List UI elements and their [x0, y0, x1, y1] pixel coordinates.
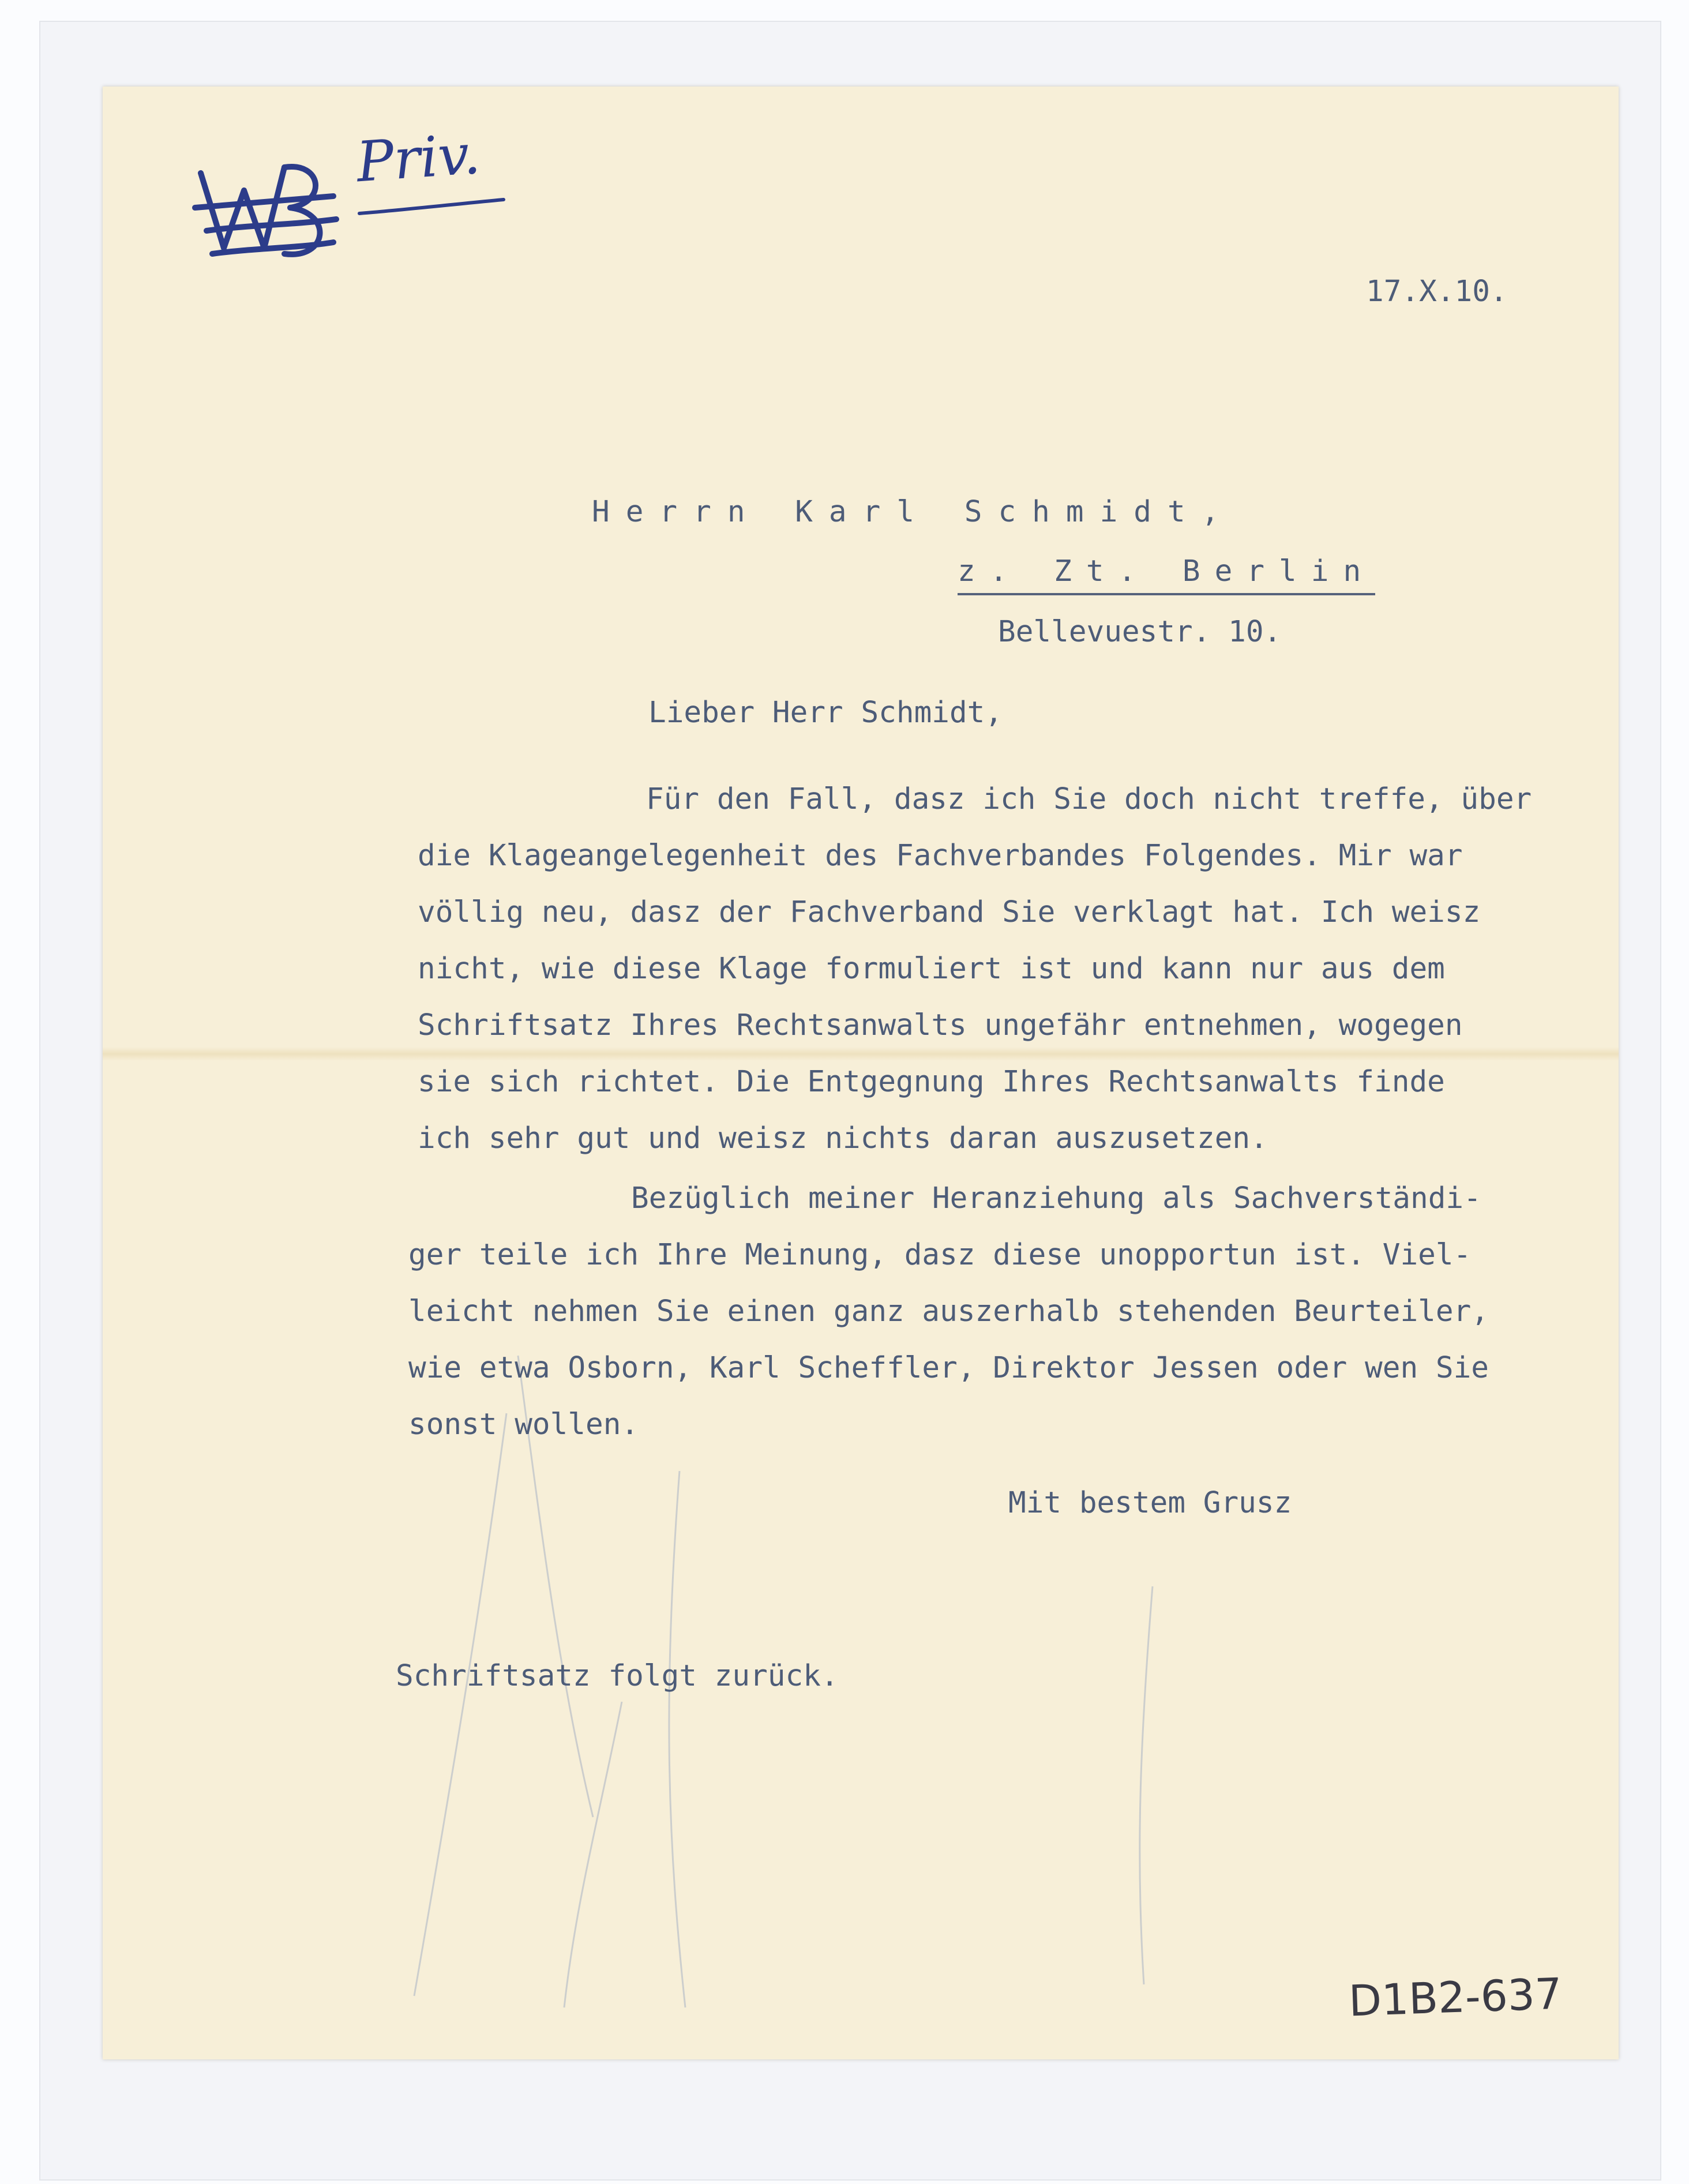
letter-date: 17.X.10. [1366, 275, 1508, 309]
body-line: völlig neu, dasz der Fachverband Sie verklagt hat. Ich weisz [418, 895, 1481, 929]
body-line: sonst wollen. [408, 1408, 639, 1442]
body-line: Schriftsatz Ihres Rechtsanwalts ungefähr entnehmen, wogegen [418, 1008, 1463, 1042]
body-line: Für den Fall, dasz ich Sie doch nicht treffe, über [646, 782, 1532, 816]
body-line: ger teile ich Ihre Meinung, dasz diese unopportun ist. Viel- [408, 1238, 1472, 1272]
body-line: die Klageangelegenheit des Fachverbandes Folgendes. Mir war [418, 839, 1463, 873]
body-line: leicht nehmen Sie einen ganz auszerhalb stehenden Beurteiler, [408, 1294, 1489, 1329]
crease-line [414, 1413, 506, 1996]
closing: Mit bestem Grusz [1008, 1486, 1292, 1520]
crease-line [564, 1702, 622, 2007]
recipient-city: z. Zt. Berlin [958, 557, 1375, 595]
salutation: Lieber Herr Schmidt, [648, 696, 1003, 730]
body-line: Bezüglich meiner Heranziehung als Sachverständi- [631, 1181, 1481, 1215]
handwritten-note-underline [356, 196, 506, 219]
archive-number: D1B2-637 [1348, 1969, 1563, 2027]
body-line: wie etwa Osborn, Karl Scheffler, Direktor Jessen oder wen Sie [408, 1351, 1489, 1385]
monogram-scribble [189, 138, 345, 271]
crease-line [669, 1471, 685, 2007]
body-line: sie sich richtet. Die Entgegnung Ihres Rechtsanwalts finde [418, 1065, 1445, 1099]
postscript: Schriftsatz folgt zurück. [396, 1659, 839, 1693]
letter-paper [103, 87, 1619, 2059]
body-line: ich sehr gut und weisz nichts daran auszusetzen. [418, 1121, 1268, 1155]
recipient-street: Bellevuestr. 10. [998, 615, 1282, 649]
handwritten-note: Priv. [354, 121, 483, 195]
body-line: nicht, wie diese Klage formuliert ist und kann nur aus dem [418, 952, 1445, 986]
crease-line [1140, 1586, 1153, 1984]
recipient-name: Herrn Karl Schmidt, [592, 495, 1236, 529]
